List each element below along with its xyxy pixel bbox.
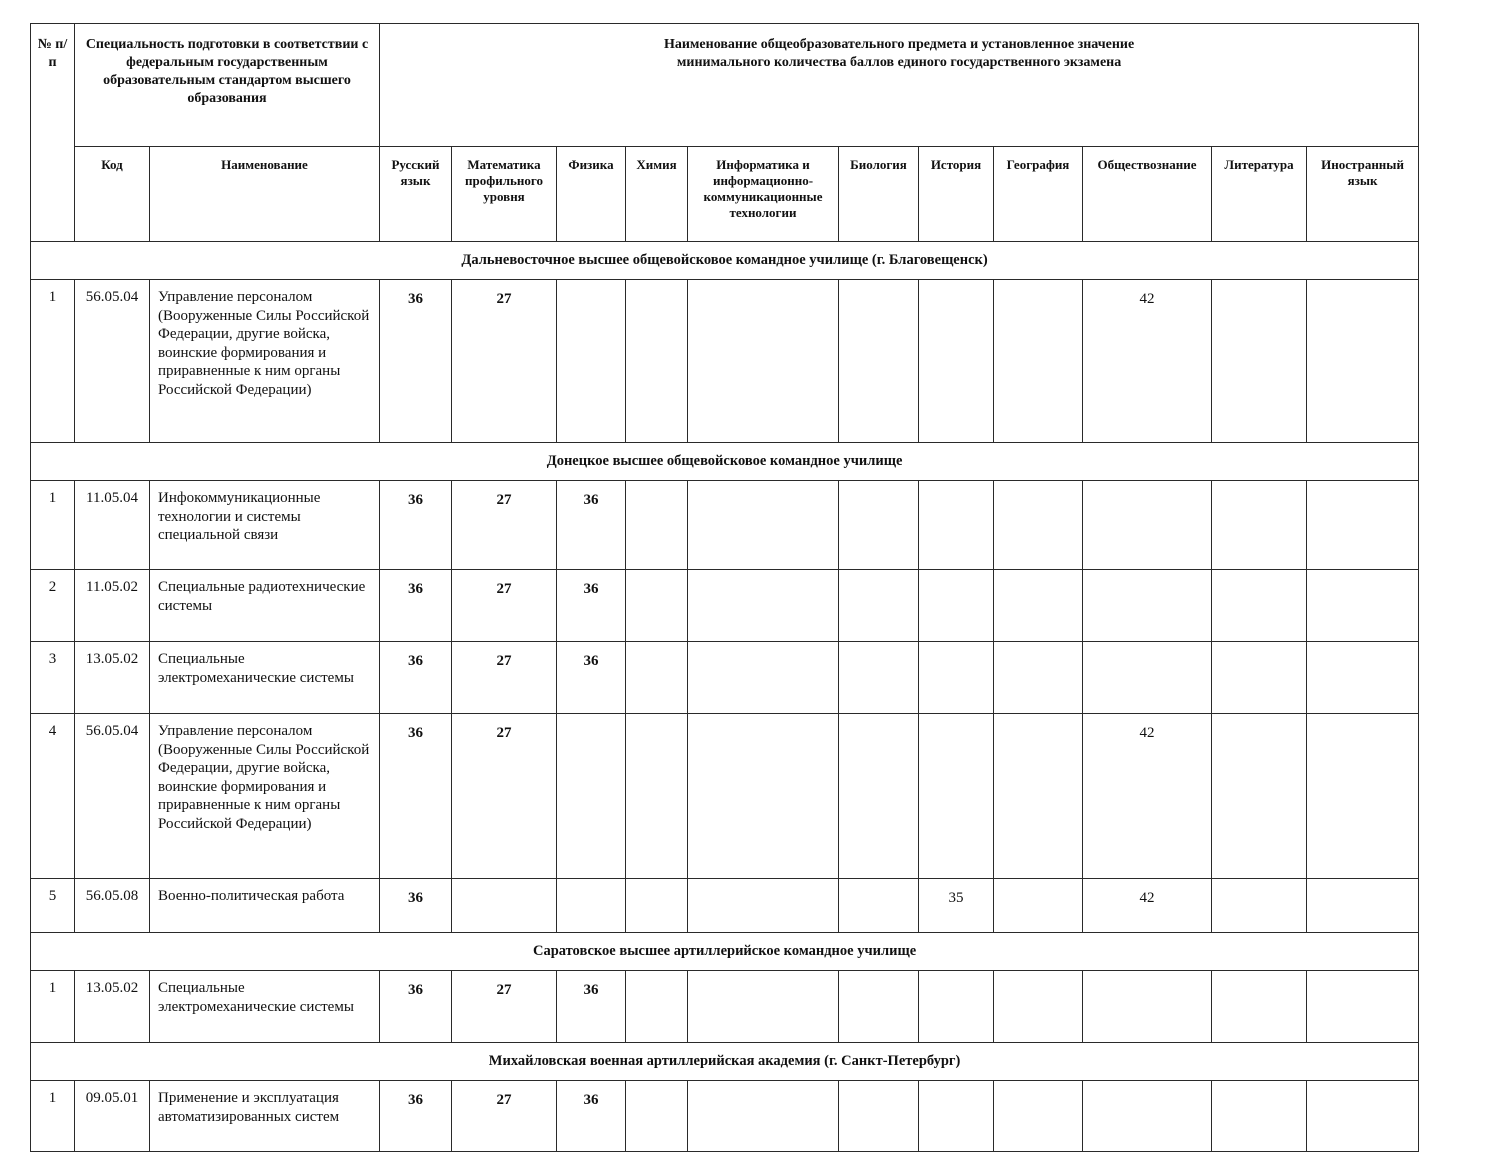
score-cell: 36 (380, 879, 452, 933)
score-cell (919, 280, 994, 443)
score-cell (688, 570, 839, 642)
score-cell (626, 481, 688, 570)
specialty-code: 56.05.08 (75, 879, 150, 933)
score-cell (626, 1081, 688, 1152)
header-num: № п/п (31, 24, 75, 242)
header-subject-russian: Русский язык (380, 147, 452, 242)
score-cell (1083, 481, 1212, 570)
score-cell (1083, 971, 1212, 1043)
score-cell (839, 879, 919, 933)
score-cell: 42 (1083, 879, 1212, 933)
institution-name: Донецкое высшее общевойсковое командное училище (31, 443, 1419, 481)
row-number: 1 (31, 280, 75, 443)
score-cell (557, 879, 626, 933)
score-cell: 36 (557, 642, 626, 714)
table-row (31, 971, 1419, 1043)
score-cell (688, 481, 839, 570)
score-cell (839, 1081, 919, 1152)
score-cell: 36 (557, 570, 626, 642)
score-cell (688, 642, 839, 714)
score-cell: 36 (380, 570, 452, 642)
score-cell (557, 280, 626, 443)
score-cell (626, 280, 688, 443)
institution-row (31, 443, 1419, 481)
header-subject-foreign-language: Иностранный язык (1307, 147, 1419, 242)
header-code: Код (75, 147, 150, 242)
ege-minimum-scores-table (30, 23, 1419, 1152)
specialty-name: Управление персоналом (Вооруженные Силы Российской Федерации, другие войска, воинские формирования и приравненные к ним органы Российской Федерации) (150, 714, 380, 879)
table-row (31, 280, 1419, 443)
score-cell (1307, 481, 1419, 570)
table-row (31, 879, 1419, 933)
score-cell (688, 971, 839, 1043)
score-cell (1083, 1081, 1212, 1152)
specialty-code: 09.05.01 (75, 1081, 150, 1152)
header-subject-chemistry: Химия (626, 147, 688, 242)
score-cell (1212, 570, 1307, 642)
table-row (31, 714, 1419, 879)
score-cell (1307, 971, 1419, 1043)
score-cell (839, 971, 919, 1043)
score-cell (1212, 714, 1307, 879)
score-cell: 36 (380, 971, 452, 1043)
specialty-code: 56.05.04 (75, 280, 150, 443)
score-cell: 42 (1083, 714, 1212, 879)
specialty-name: Применение и эксплуатация автоматизированных систем (150, 1081, 380, 1152)
score-cell: 27 (452, 570, 557, 642)
specialty-code: 11.05.02 (75, 570, 150, 642)
score-cell: 36 (557, 971, 626, 1043)
header-subject-informatics: Информатика и информационно-коммуникационные технологии (688, 147, 839, 242)
score-cell: 27 (452, 1081, 557, 1152)
score-cell (839, 481, 919, 570)
header-subject-history: История (919, 147, 994, 242)
score-cell (994, 879, 1083, 933)
specialty-name: Инфокоммуникационные технологии и системы специальной связи (150, 481, 380, 570)
score-cell (688, 1081, 839, 1152)
score-cell: 36 (557, 481, 626, 570)
score-cell: 35 (919, 879, 994, 933)
score-cell (994, 1081, 1083, 1152)
score-cell (919, 1081, 994, 1152)
score-cell (688, 280, 839, 443)
score-cell (994, 642, 1083, 714)
score-cell (1307, 570, 1419, 642)
score-cell: 36 (380, 642, 452, 714)
score-cell (1083, 642, 1212, 714)
specialty-code: 13.05.02 (75, 642, 150, 714)
header-subject-math: Математика профильного уровня (452, 147, 557, 242)
score-cell (1212, 280, 1307, 443)
score-cell: 42 (1083, 280, 1212, 443)
specialty-name: Специальные электромеханические системы (150, 642, 380, 714)
header-subject-biology: Биология (839, 147, 919, 242)
score-cell (994, 714, 1083, 879)
table-row (31, 481, 1419, 570)
score-cell (1212, 971, 1307, 1043)
header-subject-physics: Физика (557, 147, 626, 242)
header-subjects-group: Наименование общеобразовательного предмета и установленное значение минимального количества баллов единого государственного экзамена (380, 24, 1419, 147)
score-cell (839, 570, 919, 642)
institution-row (31, 933, 1419, 971)
score-cell (919, 714, 994, 879)
specialty-code: 11.05.04 (75, 481, 150, 570)
row-number: 2 (31, 570, 75, 642)
institution-name: Саратовское высшее артиллерийское командное училище (31, 933, 1419, 971)
header-subject-literature: Литература (1212, 147, 1307, 242)
score-cell (1212, 481, 1307, 570)
score-cell (1307, 714, 1419, 879)
score-cell (994, 971, 1083, 1043)
score-cell (1212, 879, 1307, 933)
score-cell (994, 570, 1083, 642)
header-subject-geography: География (994, 147, 1083, 242)
score-cell: 27 (452, 714, 557, 879)
specialty-code: 56.05.04 (75, 714, 150, 879)
score-cell: 36 (557, 1081, 626, 1152)
score-cell (1212, 1081, 1307, 1152)
score-cell (839, 714, 919, 879)
score-cell: 27 (452, 971, 557, 1043)
score-cell: 27 (452, 280, 557, 443)
institution-row (31, 242, 1419, 280)
header-subject-social-studies: Обществознание (1083, 147, 1212, 242)
row-number: 4 (31, 714, 75, 879)
score-cell: 27 (452, 642, 557, 714)
specialty-name: Управление персоналом (Вооруженные Силы Российской Федерации, другие войска, воинские формирования и приравненные к ним органы Российской Федерации) (150, 280, 380, 443)
row-number: 1 (31, 971, 75, 1043)
score-cell (919, 642, 994, 714)
score-cell (1307, 1081, 1419, 1152)
table-row (31, 570, 1419, 642)
score-cell (452, 879, 557, 933)
score-cell (626, 971, 688, 1043)
score-cell (994, 280, 1083, 443)
specialty-code: 13.05.02 (75, 971, 150, 1043)
specialty-name: Специальные электромеханические системы (150, 971, 380, 1043)
score-cell (839, 280, 919, 443)
score-cell: 36 (380, 280, 452, 443)
score-cell: 36 (380, 481, 452, 570)
score-cell (688, 879, 839, 933)
header-name: Наименование (150, 147, 380, 242)
score-cell (919, 570, 994, 642)
row-number: 1 (31, 481, 75, 570)
score-cell (1307, 642, 1419, 714)
score-cell (1307, 280, 1419, 443)
score-cell: 36 (380, 714, 452, 879)
score-cell (626, 570, 688, 642)
score-cell (994, 481, 1083, 570)
score-cell (1212, 642, 1307, 714)
institution-name: Михайловская военная артиллерийская академия (г. Санкт-Петербург) (31, 1043, 1419, 1081)
score-cell (626, 879, 688, 933)
row-number: 3 (31, 642, 75, 714)
score-cell (919, 481, 994, 570)
score-cell (626, 642, 688, 714)
specialty-name: Специальные радиотехнические системы (150, 570, 380, 642)
score-cell: 36 (380, 1081, 452, 1152)
institution-name: Дальневосточное высшее общевойсковое командное училище (г. Благовещенск) (31, 242, 1419, 280)
score-cell (919, 971, 994, 1043)
score-cell (626, 714, 688, 879)
score-cell (1083, 570, 1212, 642)
row-number: 5 (31, 879, 75, 933)
score-cell (557, 714, 626, 879)
institution-row (31, 1043, 1419, 1081)
row-number: 1 (31, 1081, 75, 1152)
header-specialty-group: Специальность подготовки в соответствии с федеральным государственным образовательным стандартом высшего образования (75, 24, 380, 147)
score-cell (688, 714, 839, 879)
score-cell: 27 (452, 481, 557, 570)
table-row (31, 1081, 1419, 1152)
table-row (31, 642, 1419, 714)
specialty-name: Военно-политическая работа (150, 879, 380, 933)
score-cell (1307, 879, 1419, 933)
score-cell (839, 642, 919, 714)
